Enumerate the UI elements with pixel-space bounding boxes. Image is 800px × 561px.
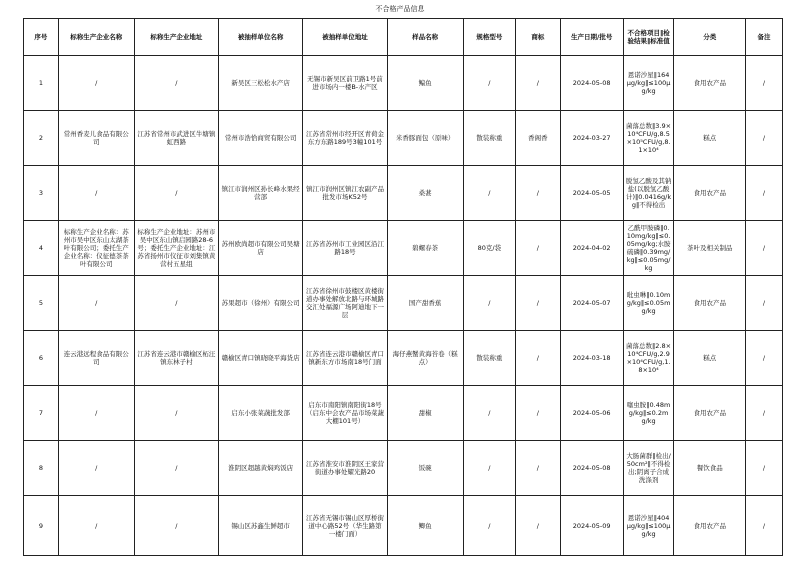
sample-name-text: 桑葚: [418, 189, 432, 197]
remarks-cell: [746, 56, 783, 111]
specification-text: /: [488, 299, 491, 307]
row-number-text: 1: [38, 79, 43, 87]
trademark-text: /: [536, 189, 539, 197]
table-row: [24, 111, 783, 166]
table-row: [24, 276, 783, 331]
trademark-cell: [516, 56, 560, 111]
sampled-unit-address-text: 启东市南阳镇南阳街18号（启东中会农产品市场菜蔬大棚101号）: [305, 401, 384, 425]
sample-name-text: 鳊鱼: [418, 79, 432, 87]
manufacturer-address-cell: [134, 166, 218, 221]
remarks-text: /: [762, 79, 766, 87]
remarks-cell: [746, 331, 783, 386]
failed-item-result-standard-text: 脱氢乙酸及其钠盐(以脱氢乙酸计)‖0.0416g/kg‖不得检出: [625, 177, 672, 209]
sampled-unit-address-cell: [303, 111, 387, 166]
header-cell: 规格型号: [463, 19, 516, 56]
manufacturer-name-cell: [58, 166, 134, 221]
failed-item-result-standard-text: 菌落总数‖2.8×10⁴CFU/g,2.9×10⁴CFU/g,1.8×10⁴: [626, 342, 672, 374]
page-title: 不合格产品信息: [375, 5, 425, 13]
specification-text: 80克/袋: [477, 244, 502, 252]
table-row: [24, 386, 783, 441]
specification-text: /: [488, 521, 491, 530]
category-text: 餐饮食品: [696, 464, 723, 472]
remarks-cell: [746, 221, 783, 276]
production-date-cell: [560, 496, 623, 556]
header-cell: 被抽样单位名称: [219, 19, 303, 56]
manufacturer-address-cell: [134, 441, 218, 496]
production-date-text: 2024-05-09: [572, 521, 611, 530]
specification-text: /: [488, 79, 491, 87]
category-text: 糕点: [703, 134, 717, 142]
row-number-cell: [24, 166, 59, 221]
row-number-text: 5: [38, 299, 43, 307]
manufacturer-address-cell: [134, 386, 218, 441]
manufacturer-name-text: /: [95, 521, 98, 530]
remarks-cell: [746, 166, 783, 221]
sampled-unit-name-text: 苏果超市（徐州）有限公司: [221, 299, 300, 307]
sampled-unit-name-cell: [219, 441, 303, 496]
production-date-text: 2024-03-27: [572, 134, 611, 142]
failed-item-result-standard-text: 恩诺沙星‖164μg/kg‖≤100μg/kg: [626, 71, 671, 95]
manufacturer-address-cell: [134, 276, 218, 331]
production-date-text: 2024-05-06: [572, 409, 611, 417]
sample-name-text: 甜椒: [418, 409, 432, 417]
sampled-unit-address-cell: [303, 166, 387, 221]
category-text: 食用农产品: [693, 299, 726, 307]
failed-item-result-standard-text: 吡虫啉‖0.10mg/kg‖≤0.05mg/kg: [626, 291, 671, 315]
table-row: [24, 56, 783, 111]
header-cell: 商标: [516, 19, 560, 56]
table-body: [24, 56, 783, 556]
manufacturer-address-text: /: [175, 189, 178, 197]
specification-text: /: [488, 409, 491, 417]
category-text: 食用农产品: [693, 79, 726, 87]
manufacturer-address-text: /: [175, 464, 178, 472]
row-number-cell: [24, 221, 59, 276]
manufacturer-address-cell: [134, 221, 218, 276]
manufacturer-address-text: /: [175, 409, 178, 417]
failed-item-result-standard-cell: [623, 276, 674, 331]
specification-text: 散装称重: [476, 354, 503, 362]
sampled-unit-name-cell: [219, 221, 303, 276]
sampled-unit-address-text: 无锡市新吴区前卫路1号前进市场内一楼B-水产区: [307, 75, 383, 91]
specification-cell: [463, 111, 516, 166]
production-date-cell: [560, 221, 623, 276]
header-cell: 不合格项目‖检验结果‖标准值: [623, 19, 674, 56]
sampled-unit-address-text: 江苏省苏州市工业园区沿江路18号: [305, 240, 384, 256]
remarks-text: /: [762, 464, 766, 472]
sampled-unit-name-text: 赣榆区青口镇晓晓平海货店: [221, 354, 300, 362]
production-date-text: 2024-04-02: [572, 244, 611, 252]
row-number-cell: [24, 111, 59, 166]
sample-name-cell: [387, 111, 463, 166]
manufacturer-name-text: /: [95, 299, 98, 307]
specification-cell: [463, 56, 516, 111]
sample-name-text: 海仔燕蟹黄海苔卷（糕点）: [392, 350, 458, 366]
manufacturer-name-cell: [58, 56, 134, 111]
production-date-cell: [560, 386, 623, 441]
row-number-text: 3: [38, 189, 43, 197]
sample-name-text: 碧螺春茶: [412, 244, 439, 252]
trademark-text: 香阁香: [528, 134, 548, 142]
category-text: 食用农产品: [693, 189, 726, 197]
sampled-unit-name-text: 新吴区三松松水产店: [231, 79, 290, 87]
remarks-cell: [746, 441, 783, 496]
sampled-unit-address-cell: [303, 496, 387, 556]
manufacturer-name-text: 标称生产企业名称：苏州市吴中区东山太湖茶叶有限公司；委托生产企业名称：仪征德茶茶叶有限公司: [63, 228, 129, 268]
manufacturer-name-cell: [58, 386, 134, 441]
sampled-unit-name-text: 淮阴区超越黄焖鸡饭店: [228, 464, 294, 472]
trademark-text: /: [536, 464, 539, 472]
category-cell: [674, 166, 746, 221]
manufacturer-address-text: /: [175, 299, 178, 307]
manufacturer-name-cell: [58, 496, 134, 556]
specification-cell: [463, 441, 516, 496]
category-cell: [674, 221, 746, 276]
trademark-cell: [516, 441, 560, 496]
remarks-cell: [746, 386, 783, 441]
failed-item-result-standard-cell: [623, 331, 674, 386]
trademark-cell: [516, 221, 560, 276]
sampled-unit-name-cell: [219, 331, 303, 386]
header-cell: 分类: [674, 19, 746, 56]
sampled-unit-name-cell: [219, 56, 303, 111]
failed-item-result-standard-cell: [623, 111, 674, 166]
trademark-text: /: [536, 354, 539, 362]
trademark-text: /: [536, 299, 539, 307]
specification-text: 散装称重: [476, 134, 503, 142]
sampled-unit-name-cell: [219, 111, 303, 166]
sample-name-text: 国产甜香蕉: [408, 299, 442, 307]
specification-cell: [463, 496, 516, 556]
production-date-text: 2024-05-05: [572, 189, 611, 197]
table-row: [24, 331, 783, 386]
header-cell: 标称生产企业名称: [58, 19, 134, 56]
manufacturer-address-cell: [134, 331, 218, 386]
row-number-text: 2: [38, 134, 43, 142]
manufacturer-name-text: /: [95, 409, 98, 417]
specification-cell: [463, 331, 516, 386]
trademark-text: /: [536, 244, 539, 252]
production-date-cell: [560, 441, 623, 496]
row-number-text: 8: [38, 464, 43, 472]
manufacturer-name-cell: [58, 276, 134, 331]
remarks-text: /: [762, 299, 766, 307]
production-date-cell: [560, 111, 623, 166]
category-cell: [674, 111, 746, 166]
sampled-unit-name-cell: [219, 496, 303, 556]
trademark-text: /: [536, 409, 539, 417]
production-date-cell: [560, 56, 623, 111]
table-header-row: [24, 19, 783, 56]
sampled-unit-address-cell: [303, 386, 387, 441]
sampled-unit-name-text: 常州市浩恰商贸有限公司: [224, 134, 297, 142]
manufacturer-name-text: 常州香麦儿食品有限公司: [63, 130, 129, 146]
sample-name-text: 鲫鱼: [418, 521, 432, 530]
category-cell: [674, 441, 746, 496]
category-cell: [674, 386, 746, 441]
row-number-cell: [24, 441, 59, 496]
header-cell: 备注: [746, 19, 783, 56]
sampled-unit-name-text: 锡山区苏鑫生鲜超市: [231, 521, 290, 530]
sampled-unit-address-cell: [303, 276, 387, 331]
sample-name-text: 饭碗: [418, 464, 432, 472]
sampled-unit-address-cell: [303, 221, 387, 276]
failed-item-result-standard-text: 大肠菌群‖检出/50cm²‖不得检出;阴离子合成洗涤剂: [626, 452, 671, 484]
sampled-unit-address-text: 江苏省淮安市淮阴区王家营街道办事处耀光路20: [305, 460, 384, 476]
sample-name-cell: [387, 166, 463, 221]
trademark-cell: [516, 111, 560, 166]
header-cell: 被抽样单位地址: [303, 19, 387, 56]
trademark-cell: [516, 331, 560, 386]
failed-item-result-standard-text: 乙酰甲胺磷‖0.10mg/kg‖≤0.05mg/kg;水胺硫磷‖0.39mg/kg‖≤0.05mg/kg: [626, 224, 671, 272]
trademark-cell: [516, 276, 560, 331]
header-cell: 标称生产企业地址: [134, 19, 218, 56]
remarks-text: /: [762, 134, 766, 142]
specification-text: /: [488, 464, 491, 472]
production-date-cell: [560, 331, 623, 386]
category-text: 茶叶及相关制品: [686, 244, 733, 252]
category-text: 食用农产品: [693, 521, 726, 530]
failed-item-result-standard-text: 恩诺沙星‖404μg/kg‖≤100μg/kg: [626, 513, 671, 538]
sample-name-text: 米香豚面包（原味）: [395, 134, 455, 142]
manufacturer-name-cell: [58, 111, 134, 166]
manufacturer-address-cell: [134, 111, 218, 166]
production-date-text: 2024-05-08: [572, 79, 611, 87]
manufacturer-name-cell: [58, 441, 134, 496]
sampled-unit-address-cell: [303, 56, 387, 111]
remarks-cell: [746, 276, 783, 331]
remarks-text: /: [762, 409, 766, 417]
manufacturer-address-text: 标称生产企业地址：苏州市吴中区东山镇启园路28-6号；委托生产企业地址：江苏省扬州市仪征市刘集镇黄营村五星组: [137, 228, 216, 268]
failed-item-result-standard-text: 噻虫胺‖0.48mg/kg‖≤0.2mg/kg: [626, 401, 671, 425]
table-row: [24, 496, 783, 556]
production-date-text: 2024-03-18: [572, 354, 611, 362]
header-cell: 生产日期/批号: [560, 19, 623, 56]
category-cell: [674, 331, 746, 386]
sampled-unit-address-text: 江苏省常州市经开区青荷金东方东路189号3幢101号: [305, 130, 384, 146]
sampled-unit-name-text: 镇江市润州区孙长峰水果经营部: [221, 185, 300, 201]
sample-name-cell: [387, 221, 463, 276]
manufacturer-name-text: /: [95, 79, 98, 87]
table-row: [24, 166, 783, 221]
category-cell: [674, 276, 746, 331]
table-row: [24, 441, 783, 496]
manufacturer-name-text: 连云港远程食品有限公司: [63, 350, 129, 366]
sample-name-cell: [387, 56, 463, 111]
row-number-cell: [24, 496, 59, 556]
manufacturer-address-cell: [134, 56, 218, 111]
remarks-cell: [746, 111, 783, 166]
trademark-cell: [516, 386, 560, 441]
category-cell: [674, 496, 746, 556]
manufacturer-name-text: /: [95, 189, 98, 197]
trademark-cell: [516, 496, 560, 556]
trademark-text: /: [536, 521, 539, 530]
sampled-unit-name-cell: [219, 386, 303, 441]
failed-item-result-standard-cell: [623, 386, 674, 441]
sample-name-cell: [387, 496, 463, 556]
production-date-cell: [560, 276, 623, 331]
failed-item-result-standard-cell: [623, 56, 674, 111]
remarks-text: /: [762, 354, 766, 362]
specification-cell: [463, 276, 516, 331]
sampled-unit-address-text: 江苏省徐州市鼓楼区黄楼街道办事处解放北路与环城路交汇处福源广场阿迪地下一层: [305, 287, 384, 319]
sample-name-cell: [387, 276, 463, 331]
sampled-unit-address-cell: [303, 331, 387, 386]
sampled-unit-address-cell: [303, 441, 387, 496]
trademark-cell: [516, 166, 560, 221]
specification-text: /: [488, 189, 491, 197]
row-number-text: 7: [38, 409, 43, 417]
production-date-text: 2024-05-07: [572, 299, 611, 307]
row-number-cell: [24, 331, 59, 386]
manufacturer-name-text: /: [95, 464, 98, 472]
category-text: 食用农产品: [693, 409, 726, 417]
header-cell: 样品名称: [387, 19, 463, 56]
unqualified-products-table: [23, 18, 783, 556]
sampled-unit-name-cell: [219, 276, 303, 331]
sampled-unit-name-cell: [219, 166, 303, 221]
sample-name-cell: [387, 386, 463, 441]
failed-item-result-standard-cell: [623, 221, 674, 276]
row-number-cell: [24, 56, 59, 111]
sampled-unit-name-text: 启东小张菜蔬批发部: [231, 409, 290, 417]
remarks-text: /: [762, 244, 766, 252]
row-number-cell: [24, 276, 59, 331]
category-cell: [674, 56, 746, 111]
manufacturer-address-cell: [134, 496, 218, 556]
row-number-text: 4: [38, 244, 43, 252]
sampled-unit-address-text: 镇江市润州区镇江农副产品批发市场K52号: [305, 185, 384, 201]
manufacturer-address-text: 江苏省连云港市赣榆区柘汪镇东林子村: [137, 350, 216, 366]
trademark-text: /: [536, 79, 539, 87]
sampled-unit-name-text: 苏州欧尚超市有限公司吴塘店: [221, 240, 300, 256]
failed-item-result-standard-cell: [623, 496, 674, 556]
production-date-cell: [560, 166, 623, 221]
category-text: 糕点: [703, 354, 717, 362]
sample-name-cell: [387, 331, 463, 386]
failed-item-result-standard-text: 菌落总数‖3.9×10⁴CFU/g,8.5×10⁵CFU/g,8.1×10⁴: [626, 122, 672, 154]
row-number-text: 6: [38, 354, 43, 362]
failed-item-result-standard-cell: [623, 166, 674, 221]
remarks-text: /: [762, 189, 766, 197]
header-cell: 序号: [24, 19, 59, 56]
manufacturer-address-text: /: [175, 521, 178, 530]
manufacturer-name-cell: [58, 331, 134, 386]
manufacturer-name-cell: [58, 221, 134, 276]
specification-cell: [463, 221, 516, 276]
row-number-cell: [24, 386, 59, 441]
sampled-unit-address-text: 江苏省连云港市赣榆区青口镇新东方市场南18号门面: [305, 350, 384, 366]
specification-cell: [463, 166, 516, 221]
production-date-text: 2024-05-08: [572, 464, 611, 472]
sample-name-cell: [387, 441, 463, 496]
table-row: [24, 221, 783, 276]
failed-item-result-standard-cell: [623, 441, 674, 496]
manufacturer-address-text: /: [175, 79, 178, 87]
sampled-unit-address-text: 江苏省无锡市锡山区厚桥街道中心路52号（华生路第一楼门面）: [305, 513, 384, 538]
row-number-text: 9: [38, 521, 43, 530]
remarks-cell: [746, 496, 783, 556]
remarks-text: /: [762, 521, 766, 530]
manufacturer-address-text: 江苏省常州市武进区牛塘镇虹西路: [137, 130, 216, 146]
specification-cell: [463, 386, 516, 441]
